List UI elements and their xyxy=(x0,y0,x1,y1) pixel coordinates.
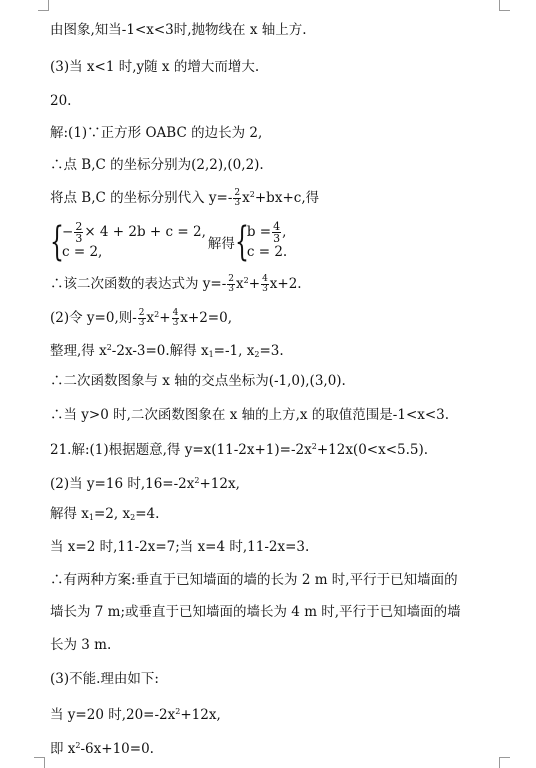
fraction-numerator: 2 xyxy=(228,274,235,284)
fraction xyxy=(261,275,269,294)
solve-label: 解得 xyxy=(207,236,235,252)
text-line-9 xyxy=(50,306,232,328)
solution-system xyxy=(246,219,288,262)
text-line-22 xyxy=(50,737,154,758)
left-brace: { xyxy=(234,219,249,265)
fraction xyxy=(233,189,241,208)
text-line-5: ∴点 B,C 的坐标分别为(2,2),(0,2). xyxy=(50,157,264,173)
text-segment: x xyxy=(236,276,244,292)
fraction-denominator: 3 xyxy=(75,231,83,245)
text-segment: ∴该二次函数的表达式为 y=- xyxy=(50,276,227,292)
superscript: 2 xyxy=(249,190,255,199)
equation-1 xyxy=(62,219,206,245)
text-line-18: 墙长为 7 m;或垂直于已知墙面的墙长为 4 m 时,平行于已知墙面的墙 xyxy=(50,604,461,620)
text-segment: b = xyxy=(246,224,272,240)
fraction xyxy=(138,309,146,328)
subscript: 1 xyxy=(88,513,94,522)
fraction-denominator: 3 xyxy=(228,284,235,294)
superscript: 2 xyxy=(311,442,317,451)
equation-system xyxy=(62,219,206,262)
superscript: 2 xyxy=(106,343,112,352)
fraction-denominator: 3 xyxy=(234,198,241,208)
text-line-13 xyxy=(50,438,428,459)
text-line-4: 解:(1)∵正方形 OABC 的边长为 2, xyxy=(50,125,263,141)
superscript: 2 xyxy=(75,741,81,750)
subscript: 1 xyxy=(208,350,214,359)
text-segment: +bx+c,得 xyxy=(254,190,320,206)
text-line-16: 当 x=2 时,11-2x=7;当 x=4 时,11-2x=3. xyxy=(50,539,310,555)
crop-mark-top-left xyxy=(38,0,49,11)
text-segment: 整理,得 x xyxy=(50,343,107,359)
text-segment: (2)令 y=0,则- xyxy=(50,310,137,326)
text-segment: 解得 x xyxy=(50,506,89,522)
fraction-denominator: 3 xyxy=(262,284,268,294)
text-line-11: ∴二次函数图象与 x 轴的交点坐标为(-1,0),(3,0). xyxy=(50,373,346,389)
text-segment: =4. xyxy=(135,506,160,522)
superscript: 2 xyxy=(194,476,200,485)
text-segment: x+2=0, xyxy=(180,310,233,326)
text-segment: -6x+10=0. xyxy=(80,741,154,757)
crop-mark-bottom-right xyxy=(499,757,510,768)
text-line-12: ∴当 y>0 时,二次函数图象在 x 轴的上方,x 的取值范围是-1<x<3. xyxy=(50,407,450,423)
text-segment: 当 y=20 时,20=-2x xyxy=(50,707,176,723)
text-segment: x xyxy=(242,190,250,206)
text-segment: + xyxy=(159,310,171,326)
superscript: 2 xyxy=(243,276,249,285)
text-line-17: ∴有两种方案:垂直于已知墙面的墙的长为 2 m 时,平行于已知墙面的 xyxy=(50,572,458,588)
text-line-14 xyxy=(50,472,240,493)
text-segment: +12x(0<x<5.5). xyxy=(316,442,429,458)
text-line-2: (3)当 x<1 时,y随 x 的增大而增大. xyxy=(50,59,260,75)
text-segment: -2x-3=0.解得 x xyxy=(111,343,209,359)
text-segment: +12x, xyxy=(199,476,240,492)
subscript: 2 xyxy=(130,513,136,522)
fraction-denominator: 3 xyxy=(273,231,281,245)
equation-system-block xyxy=(50,219,288,265)
text-segment: × 4 + 2b + c = 2, xyxy=(84,224,206,240)
fraction xyxy=(172,309,180,328)
fraction-numerator: 2 xyxy=(75,219,83,233)
fraction-numerator: 4 xyxy=(273,219,281,233)
text-segment: + xyxy=(248,276,261,292)
question-number-20: 20. xyxy=(50,93,72,109)
text-segment: − xyxy=(62,224,74,240)
text-line-21 xyxy=(50,703,221,724)
fraction-numerator: 4 xyxy=(262,274,268,284)
equation-2: c = 2, xyxy=(62,244,103,260)
text-line-10 xyxy=(50,339,284,364)
solution-2: c = 2. xyxy=(246,244,288,260)
solution-1 xyxy=(246,219,287,245)
fraction xyxy=(227,275,235,294)
text-segment: 21.解:(1)根据题意,得 y=x(11-2x+1)=-2x xyxy=(50,442,312,458)
text-line-20: (3)不能.理由如下: xyxy=(50,671,159,687)
text-segment: , xyxy=(282,224,287,240)
text-segment: +12x, xyxy=(180,707,221,723)
text-line-19: 长为 3 m. xyxy=(50,637,112,653)
text-line-15 xyxy=(50,505,159,527)
fraction-denominator: 3 xyxy=(138,318,145,328)
fraction xyxy=(272,221,281,244)
superscript: 2 xyxy=(154,310,160,319)
fraction-denominator: 3 xyxy=(172,318,179,328)
text-segment: =3. xyxy=(259,343,284,359)
left-brace: { xyxy=(50,219,64,265)
text-segment: (2)当 y=16 时,16=-2x xyxy=(50,476,195,492)
fraction xyxy=(74,221,83,244)
text-line-8 xyxy=(50,272,302,294)
fraction-numerator: 4 xyxy=(172,308,179,318)
crop-mark-top-right xyxy=(499,0,510,11)
fraction-numerator: 2 xyxy=(234,188,241,198)
crop-mark-bottom-left xyxy=(34,757,45,768)
text-segment: =2, x xyxy=(94,506,131,522)
text-line-6 xyxy=(50,186,319,208)
text-segment: =-1, x xyxy=(213,343,255,359)
text-segment: x+2. xyxy=(269,276,302,292)
text-segment: x xyxy=(146,310,155,326)
subscript: 2 xyxy=(254,350,260,359)
text-segment: 将点 B,C 的坐标分别代入 y=- xyxy=(50,190,233,206)
fraction-numerator: 2 xyxy=(138,308,145,318)
superscript: 2 xyxy=(175,707,181,716)
text-segment: 即 x xyxy=(50,741,76,757)
text-line-1: 由图象,知当-1<x<3时,抛物线在 x 轴上方. xyxy=(50,22,307,38)
